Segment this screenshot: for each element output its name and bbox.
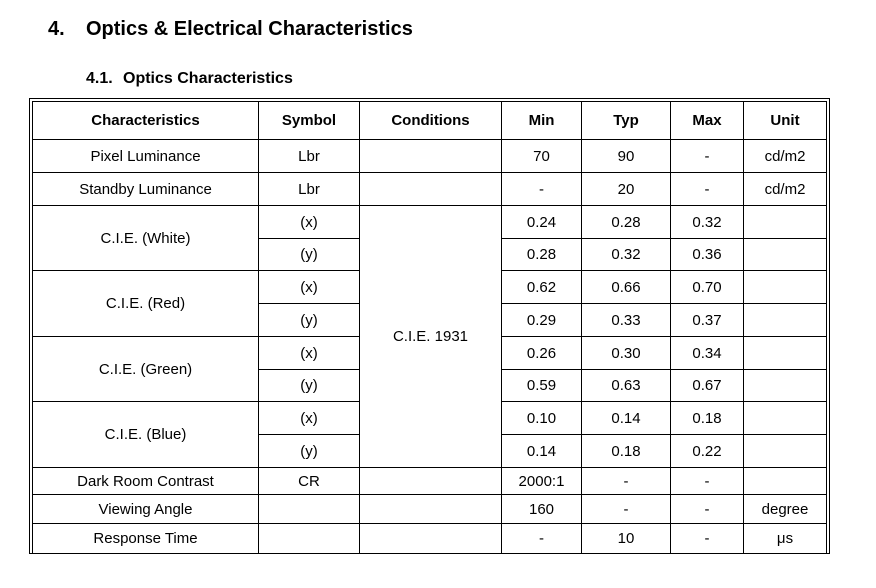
response-time-symbol [259,524,360,554]
standby-luminance-symbol: Lbr [259,173,360,206]
cie-white-y-max: 0.36 [671,239,744,271]
standby-luminance-conditions [360,173,502,206]
viewing-angle-name: Viewing Angle [33,495,259,524]
pixel-luminance-symbol: Lbr [259,140,360,173]
cie-blue-y-min: 0.14 [502,435,582,468]
cie-red-y-unit [744,304,827,337]
response-time-unit: μs [744,524,827,554]
cie-blue-y-typ: 0.18 [582,435,671,468]
dark-room-contrast-name: Dark Room Contrast [33,468,259,495]
response-time-typ: 10 [582,524,671,554]
pixel-luminance-unit: cd/m2 [744,140,827,173]
cie-green-x-typ: 0.30 [582,337,671,370]
cie-white-x-symbol: (x) [259,206,360,239]
cie-white-x-max: 0.32 [671,206,744,239]
dark-room-contrast-typ: - [582,468,671,495]
cie-blue-x-min: 0.10 [502,402,582,435]
pixel-luminance-max: - [671,140,744,173]
table-row [33,495,827,524]
cie-red-x-unit [744,271,827,304]
standby-luminance-max: - [671,173,744,206]
section-heading [48,18,413,41]
table-row [33,140,827,173]
cie-green-x-unit [744,337,827,370]
standby-luminance-unit: cd/m2 [744,173,827,206]
cie-white-y-typ: 0.32 [582,239,671,271]
section-title: Optics & Electrical Characteristics [86,18,413,40]
dark-room-contrast-min: 2000:1 [502,468,582,495]
cie-red-x-max: 0.70 [671,271,744,304]
standby-luminance-min: - [502,173,582,206]
cie-green-x-min: 0.26 [502,337,582,370]
dark-room-contrast-max: - [671,468,744,495]
response-time-conditions [360,524,502,554]
cie-green-y-unit [744,370,827,402]
dark-room-contrast-symbol: CR [259,468,360,495]
header-characteristics: Characteristics [33,102,259,140]
cie-green-y-min: 0.59 [502,370,582,402]
cie-white-x-min: 0.24 [502,206,582,239]
pixel-luminance-min: 70 [502,140,582,173]
cie-white-x-typ: 0.28 [582,206,671,239]
cie-green-name: C.I.E. (Green) [33,337,259,402]
response-time-name: Response Time [33,524,259,554]
cie-green-y-max: 0.67 [671,370,744,402]
pixel-luminance-conditions [360,140,502,173]
cie-green-y-symbol: (y) [259,370,360,402]
header-max: Max [671,102,744,140]
response-time-max: - [671,524,744,554]
cie-blue-x-max: 0.18 [671,402,744,435]
viewing-angle-typ: - [582,495,671,524]
header-typ: Typ [582,102,671,140]
cie-blue-x-typ: 0.14 [582,402,671,435]
cie-red-x-min: 0.62 [502,271,582,304]
pixel-luminance-name: Pixel Luminance [33,140,259,173]
cie-white-y-min: 0.28 [502,239,582,271]
table-row [33,468,827,495]
cie-white-x-unit [744,206,827,239]
table-row [33,524,827,554]
viewing-angle-min: 160 [502,495,582,524]
cie-white-y-symbol: (y) [259,239,360,271]
cie-red-y-max: 0.37 [671,304,744,337]
cie-conditions: C.I.E. 1931 [360,206,502,468]
section-number: 4. [48,18,65,40]
cie-green-y-typ: 0.63 [582,370,671,402]
response-time-min: - [502,524,582,554]
pixel-luminance-typ: 90 [582,140,671,173]
cie-white-name: C.I.E. (White) [33,206,259,271]
header-conditions: Conditions [360,102,502,140]
optics-characteristics-table [32,101,827,554]
table-row [33,173,827,206]
header-row [33,102,827,140]
cie-blue-x-unit [744,402,827,435]
viewing-angle-unit: degree [744,495,827,524]
cie-blue-x-symbol: (x) [259,402,360,435]
cie-blue-y-unit [744,435,827,468]
dark-room-contrast-conditions [360,468,502,495]
subsection-title: Optics Characteristics [123,70,293,87]
cie-red-x-symbol: (x) [259,271,360,304]
subsection-heading [86,70,293,88]
cie-red-y-min: 0.29 [502,304,582,337]
viewing-angle-max: - [671,495,744,524]
cie-red-y-typ: 0.33 [582,304,671,337]
header-min: Min [502,102,582,140]
cie-blue-name: C.I.E. (Blue) [33,402,259,468]
cie-green-x-symbol: (x) [259,337,360,370]
subsection-number: 4.1. [86,70,113,87]
cie-blue-y-symbol: (y) [259,435,360,468]
standby-luminance-typ: 20 [582,173,671,206]
header-unit: Unit [744,102,827,140]
cie-white-y-unit [744,239,827,271]
cie-red-name: C.I.E. (Red) [33,271,259,337]
optics-table-frame [29,98,830,554]
cie-blue-y-max: 0.22 [671,435,744,468]
viewing-angle-symbol [259,495,360,524]
standby-luminance-name: Standby Luminance [33,173,259,206]
table-row [33,206,827,239]
viewing-angle-conditions [360,495,502,524]
cie-red-y-symbol: (y) [259,304,360,337]
cie-red-x-typ: 0.66 [582,271,671,304]
header-symbol: Symbol [259,102,360,140]
dark-room-contrast-unit [744,468,827,495]
cie-green-x-max: 0.34 [671,337,744,370]
